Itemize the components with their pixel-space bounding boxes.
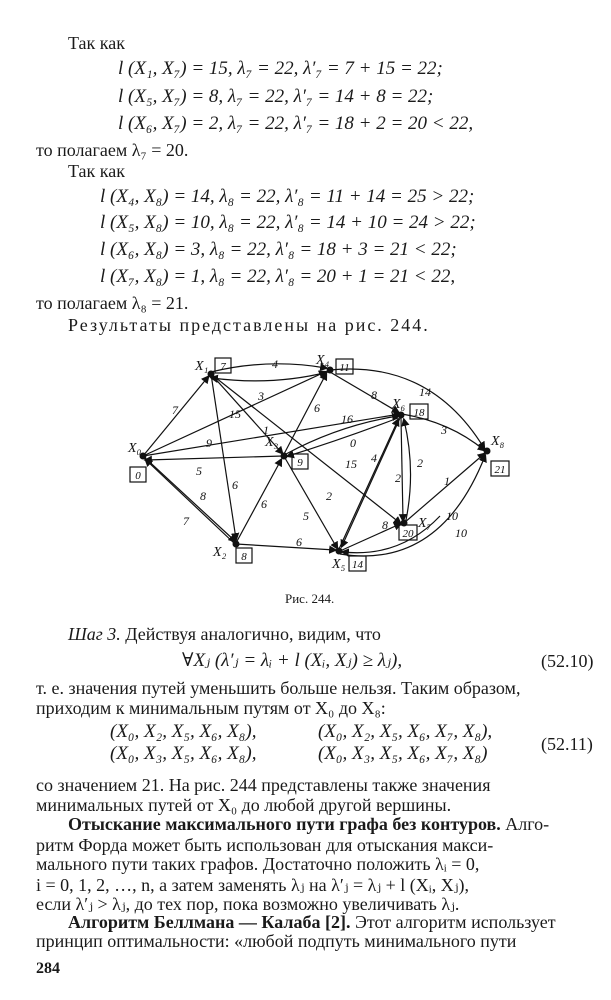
vertex-value: 0 [135, 470, 141, 482]
edge-weight: 6 [296, 535, 302, 549]
section-heading: Отыскание максимального пути графа без контуров. [68, 814, 501, 834]
text-line: то полагаем λ₇ = 20. [36, 140, 189, 160]
formula-number: (52.11) [541, 734, 593, 754]
edge-weight: 3 [258, 389, 264, 403]
text-line: i = 0, 1, 2, …, n, а затем заменять λⱼ на λ′ⱼ = λⱼ + l (Xᵢ, Xⱼ), [36, 875, 469, 895]
text-line: ритм Форда может быть использован для отыскания макси- [36, 835, 494, 855]
text-line: Так как [68, 161, 125, 181]
edge-weight: 7 [183, 514, 189, 528]
graph-vertex-x5 [336, 548, 343, 555]
vertex-label: X₅ [332, 557, 346, 572]
vertex-label: X₁ [195, 359, 209, 374]
vertex-value: 21 [494, 464, 506, 476]
edge-weight: 5 [303, 509, 309, 523]
edge-weight: 6 [314, 401, 320, 415]
edge-weight: 15 [229, 407, 241, 421]
vertex-value: 9 [297, 457, 303, 469]
text-line: Так как [68, 33, 125, 53]
edge-weight: 0 [350, 436, 356, 450]
graph-vertex-x6 [398, 412, 405, 419]
graph-edge [236, 544, 335, 550]
equation-line: l (X₁, X₇) = 15, λ₇ = 22, λ′₇ = 7 + 15 = 22; [118, 58, 443, 79]
edge-weight: 5 [196, 464, 202, 478]
vertex-value: 20 [402, 528, 414, 540]
text-line: минимальных путей от X₀ до любой другой вершины. [36, 795, 452, 815]
edge-weight: 8 [371, 388, 377, 402]
equation-line: l (X₆, X₇) = 2, λ₇ = 22, λ′₇ = 18 + 2 = 20 < 22, [118, 113, 474, 134]
vertex-label: X₂ [213, 545, 227, 560]
edge-weight: 10 [455, 526, 467, 540]
graph-edge [330, 372, 398, 412]
graph-edge [143, 456, 235, 541]
vertex-value: 11 [339, 362, 350, 374]
section-heading-tail: Алго- [500, 814, 550, 834]
edge-weight: 16 [341, 412, 353, 426]
vertex-value: 7 [220, 361, 226, 373]
graph-edge [285, 458, 337, 548]
vertex-labels [127, 353, 505, 572]
text-line [68, 623, 381, 645]
step-text: Действуя аналогично, видим, что [120, 624, 381, 644]
graph-edge [404, 420, 411, 520]
equation-line: l (X₇, X₈) = 1, λ₈ = 22, λ′₈ = 20 + 1 = 21 < 22, [100, 266, 456, 287]
equation-line: l (X₅, X₇) = 8, λ₇ = 22, λ′₇ = 14 + 8 = 22; [118, 86, 434, 107]
vertex-label: X₄ [316, 353, 330, 368]
formula: ∀Xⱼ (λ′ⱼ = λᵢ + l (Xᵢ, Xⱼ) ≥ λⱼ), [182, 650, 403, 671]
edge-weight: 2 [417, 456, 423, 470]
text-line: то полагаем λ₈ = 21. [36, 293, 189, 313]
text-line: мального пути таких графов. Достаточно положить λᵢ = 0, [36, 854, 480, 874]
vertex-value: 18 [413, 407, 425, 419]
text-line: Результаты представлены на рис. 244. [68, 315, 430, 335]
equation-line: l (X₄, X₈) = 14, λ₈ = 22, λ′₈ = 11 + 14 = 25 > 22; [100, 186, 475, 207]
equation-line: l (X₅, X₈) = 10, λ₈ = 22, λ′₈ = 14 + 10 = 24 > 22; [100, 212, 476, 233]
graph-edge [401, 418, 403, 520]
edge-weight: 14 [419, 385, 431, 399]
text-line: приходим к минимальным путям от X₀ до X₈: [36, 698, 386, 718]
edge-weight: 10 [446, 509, 458, 523]
value-boxes [130, 358, 509, 571]
text-line: т. е. значения путей уменьшить больше нельзя. Таким образом, [36, 678, 521, 698]
graph-vertex-x1 [208, 371, 215, 378]
graph-vertex-x2 [233, 541, 240, 548]
path-formula: (X₀, X₂, X₅, X₆, X₈), [110, 721, 257, 742]
edge-weight: 7 [172, 403, 178, 417]
path-formula: (X₀, X₃, X₅, X₆, X₇, X₈) [318, 743, 488, 764]
edge-weight: 8 [200, 489, 206, 503]
graph-edge [404, 454, 484, 523]
text-line: со значением 21. На рис. 244 представлены также значения [36, 775, 491, 795]
edge-weight: 6 [232, 478, 238, 492]
vertex-label: X₈ [491, 434, 505, 449]
graph-edge [211, 364, 326, 372]
text-line: принцип оптимальности: «любой подпуть минимального пути [36, 931, 517, 951]
formula-number: (52.10) [541, 651, 594, 671]
graph-edge [211, 374, 236, 539]
vertex-value: 14 [352, 559, 363, 571]
vertex-value: 8 [241, 551, 247, 563]
figure-caption: Рис. 244. [285, 591, 335, 606]
edge-weight: 1 [263, 423, 269, 437]
edge-weight: 1 [444, 474, 450, 488]
edge-weight: 9 [206, 436, 212, 450]
edge-weight: 2 [395, 471, 401, 485]
text-line [68, 813, 549, 835]
graph-edge [339, 420, 398, 549]
path-formula: (X₀, X₂, X₅, X₆, X₇, X₈), [318, 721, 493, 742]
section-heading-tail: Этот алгоритм использует [350, 912, 556, 932]
value-box-labels [135, 361, 505, 571]
edge-weight: 3 [441, 423, 447, 437]
edge-weight: 8 [382, 518, 388, 532]
edge-weight: 4 [371, 451, 377, 465]
graph-vertex-x8 [484, 448, 491, 455]
step-label: Шаг 3. [68, 624, 121, 644]
equation-line: l (X₆, X₈) = 3, λ₈ = 22, λ′₈ = 18 + 3 = 21 < 22; [100, 239, 457, 260]
vertex-label: X₃ [265, 435, 279, 450]
path-formula: (X₀, X₃, X₅, X₆, X₈), [110, 743, 257, 764]
graph-edge [146, 460, 235, 544]
edge-weight: 15 [345, 457, 357, 471]
edge-weight: 4 [272, 357, 278, 371]
graph-figure [0, 330, 611, 590]
edge-weight: 6 [261, 497, 267, 511]
text-line: если λ′ⱼ > λⱼ, до тех пор, пока возможно увеличивать λⱼ. [36, 894, 460, 914]
section-heading: Алгоритм Беллмана — Калаба [2]. [68, 912, 351, 932]
graph-vertex-x3 [281, 453, 288, 460]
edge-weight: 2 [326, 489, 332, 503]
vertex-label: X₀ [128, 441, 142, 456]
graph-edge [236, 460, 281, 543]
vertex-label: X₆ [392, 397, 406, 412]
graph-edge [146, 456, 283, 460]
page-number: 284 [36, 960, 60, 977]
vertex-label: X₇ [418, 516, 432, 531]
